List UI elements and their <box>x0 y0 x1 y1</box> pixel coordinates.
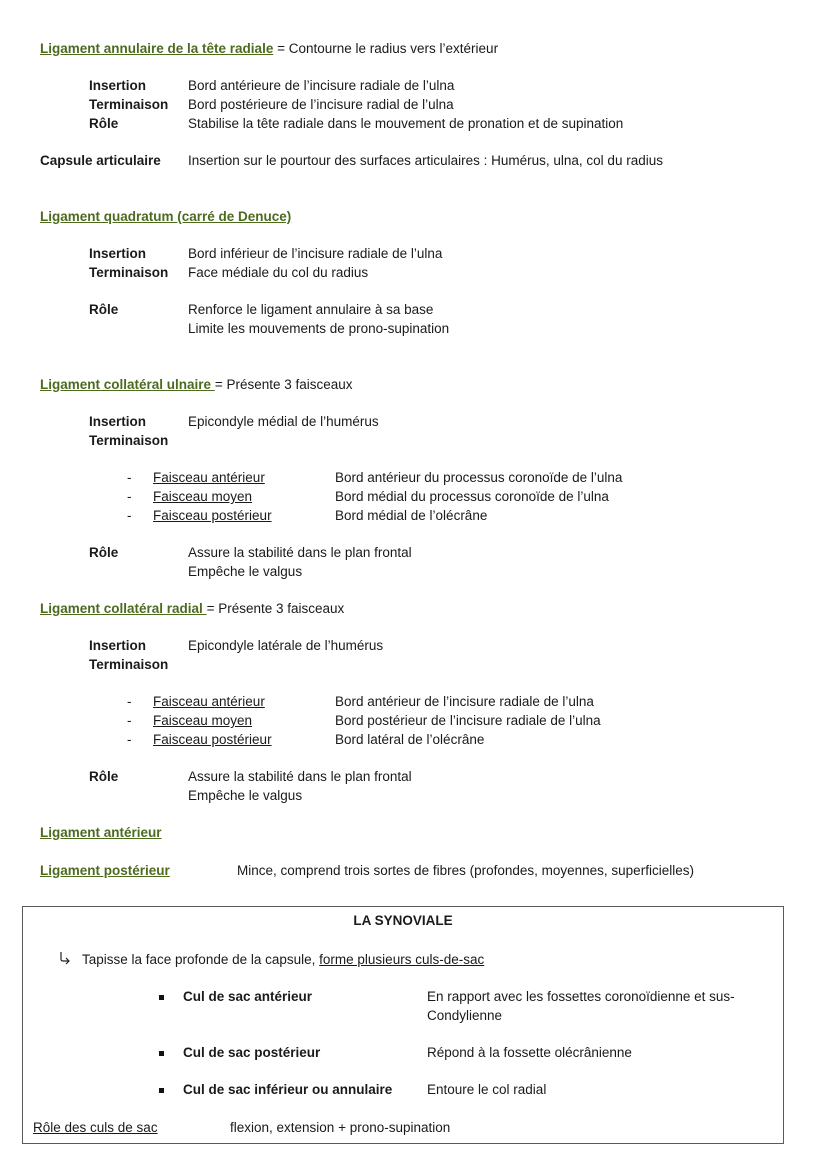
cul-de-sac-name: Cul de sac inférieur ou annulaire <box>183 1082 393 1097</box>
ulnar-terminaison-label: Terminaison <box>89 433 169 448</box>
ulnar-bundle-name: Faisceau postérieur <box>153 508 272 523</box>
radial-bundle-desc: Bord antérieur de l’incisure radiale de l’ulna <box>335 694 594 709</box>
annular-ligament-title: Ligament annulaire de la tête radiale <box>40 41 274 56</box>
radial-role-label: Rôle <box>89 769 119 784</box>
radial-insertion-value: Epicondyle latérale de l’humérus <box>188 638 384 653</box>
radial-role-line-1: Assure la stabilité dans le plan frontal <box>188 769 412 784</box>
posterior-ligament-title: Ligament postérieur <box>40 863 170 878</box>
synoviale-intro-underlined: forme plusieurs culs-de-sac <box>319 952 485 967</box>
radial-bundle-dash: - <box>127 732 132 747</box>
quadratum-role-label: Rôle <box>89 302 119 317</box>
culs-de-sac-role-label: Rôle des culs de sac <box>33 1120 158 1135</box>
square-bullet-icon <box>159 1051 164 1056</box>
quadratum-terminaison-value: Face médiale du col du radius <box>188 265 369 280</box>
radial-bundle-name: Faisceau postérieur <box>153 732 272 747</box>
square-bullet-icon <box>159 1088 164 1093</box>
ulnar-bundle-dash: - <box>127 470 132 485</box>
synoviale-intro-text: Tapisse la face profonde de la capsule, <box>82 952 320 967</box>
quadratum-terminaison-label: Terminaison <box>89 265 169 280</box>
anterior-ligament-title: Ligament antérieur <box>40 825 162 840</box>
quadratum-insertion-label: Insertion <box>89 246 147 261</box>
square-bullet-icon <box>159 995 164 1000</box>
radial-terminaison-label: Terminaison <box>89 657 169 672</box>
ulnar-bundle-name: Faisceau antérieur <box>153 470 265 485</box>
capsule-label: Capsule articulaire <box>40 153 161 168</box>
ulnar-bundle-desc: Bord médial du processus coronoïde de l’ulna <box>335 489 609 504</box>
ulnar-insertion-value: Epicondyle médial de l’humérus <box>188 414 379 429</box>
ulnar-role-label: Rôle <box>89 545 119 560</box>
radial-bundle-name: Faisceau antérieur <box>153 694 265 709</box>
section-radial-heading-line <box>40 600 344 618</box>
annular-ligament-subtitle: = Contourne le radius vers l’extérieur <box>273 41 499 56</box>
radial-bundle-dash: - <box>127 713 132 728</box>
culs-de-sac-role-value: flexion, extension + prono-supination <box>230 1120 451 1135</box>
radial-role-line-2: Empêche le valgus <box>188 788 303 803</box>
radial-bundle-desc: Bord postérieur de l’incisure radiale de l’ulna <box>335 713 601 728</box>
ulnar-bundle-desc: Bord médial de l’olécrâne <box>335 508 488 523</box>
quadratum-role-line-2: Limite les mouvements de prono-supination <box>188 321 450 336</box>
annular-role-value: Stabilise la tête radiale dans le mouvement de pronation et de supination <box>188 116 624 131</box>
quadratum-ligament-title: Ligament quadratum (carré de Denuce) <box>40 209 292 224</box>
cul-de-sac-desc: Entoure le col radial <box>427 1082 547 1097</box>
cul-de-sac-desc-line-1: En rapport avec les fossettes coronoïdienne et sus- <box>427 989 735 1004</box>
annular-terminaison-label: Terminaison <box>89 97 169 112</box>
radial-collateral-subtitle: = Présente 3 faisceaux <box>206 601 345 616</box>
ulnar-role-line-2: Empêche le valgus <box>188 564 303 579</box>
ulnar-collateral-title: Ligament collatéral ulnaire <box>40 377 215 392</box>
capsule-value: Insertion sur le pourtour des surfaces articulaires : Humérus, ulna, col du radius <box>188 153 663 168</box>
radial-bundle-desc: Bord latéral de l’olécrâne <box>335 732 485 747</box>
cul-de-sac-desc: Répond à la fossette olécrânienne <box>427 1045 632 1060</box>
section-ulnar-heading-line <box>40 376 353 394</box>
annular-insertion-label: Insertion <box>89 78 147 93</box>
ulnar-bundle-dash: - <box>127 489 132 504</box>
cul-de-sac-desc-line-2: Condylienne <box>427 1008 503 1023</box>
synoviale-box <box>22 906 784 1144</box>
posterior-ligament-value: Mince, comprend trois sortes de fibres (profondes, moyennes, superficielles) <box>237 863 694 878</box>
radial-insertion-label: Insertion <box>89 638 147 653</box>
ulnar-bundle-dash: - <box>127 508 132 523</box>
ulnar-collateral-subtitle: = Présente 3 faisceaux <box>214 377 353 392</box>
quadratum-role-line-1: Renforce le ligament annulaire à sa base <box>188 302 434 317</box>
synoviale-title: LA SYNOVIALE <box>353 913 453 928</box>
cul-de-sac-name: Cul de sac antérieur <box>183 989 313 1004</box>
ulnar-bundle-name: Faisceau moyen <box>153 489 253 504</box>
cul-de-sac-name: Cul de sac postérieur <box>183 1045 321 1060</box>
radial-bundle-dash: - <box>127 694 132 709</box>
quadratum-insertion-value: Bord inférieur de l’incisure radiale de l’ulna <box>188 246 443 261</box>
radial-bundle-name: Faisceau moyen <box>153 713 253 728</box>
section-annular-heading-line <box>40 40 498 58</box>
ulnar-bundle-desc: Bord antérieur du processus coronoïde de l’ulna <box>335 470 623 485</box>
radial-collateral-title: Ligament collatéral radial <box>40 601 207 616</box>
ulnar-insertion-label: Insertion <box>89 414 147 429</box>
annular-insertion-value: Bord antérieure de l’incisure radiale de l’ulna <box>188 78 455 93</box>
synoviale-intro <box>82 951 484 969</box>
hooked-arrow-icon <box>58 951 72 965</box>
annular-role-label: Rôle <box>89 116 119 131</box>
annular-terminaison-value: Bord postérieure de l’incisure radial de l’ulna <box>188 97 454 112</box>
ulnar-role-line-1: Assure la stabilité dans le plan frontal <box>188 545 412 560</box>
